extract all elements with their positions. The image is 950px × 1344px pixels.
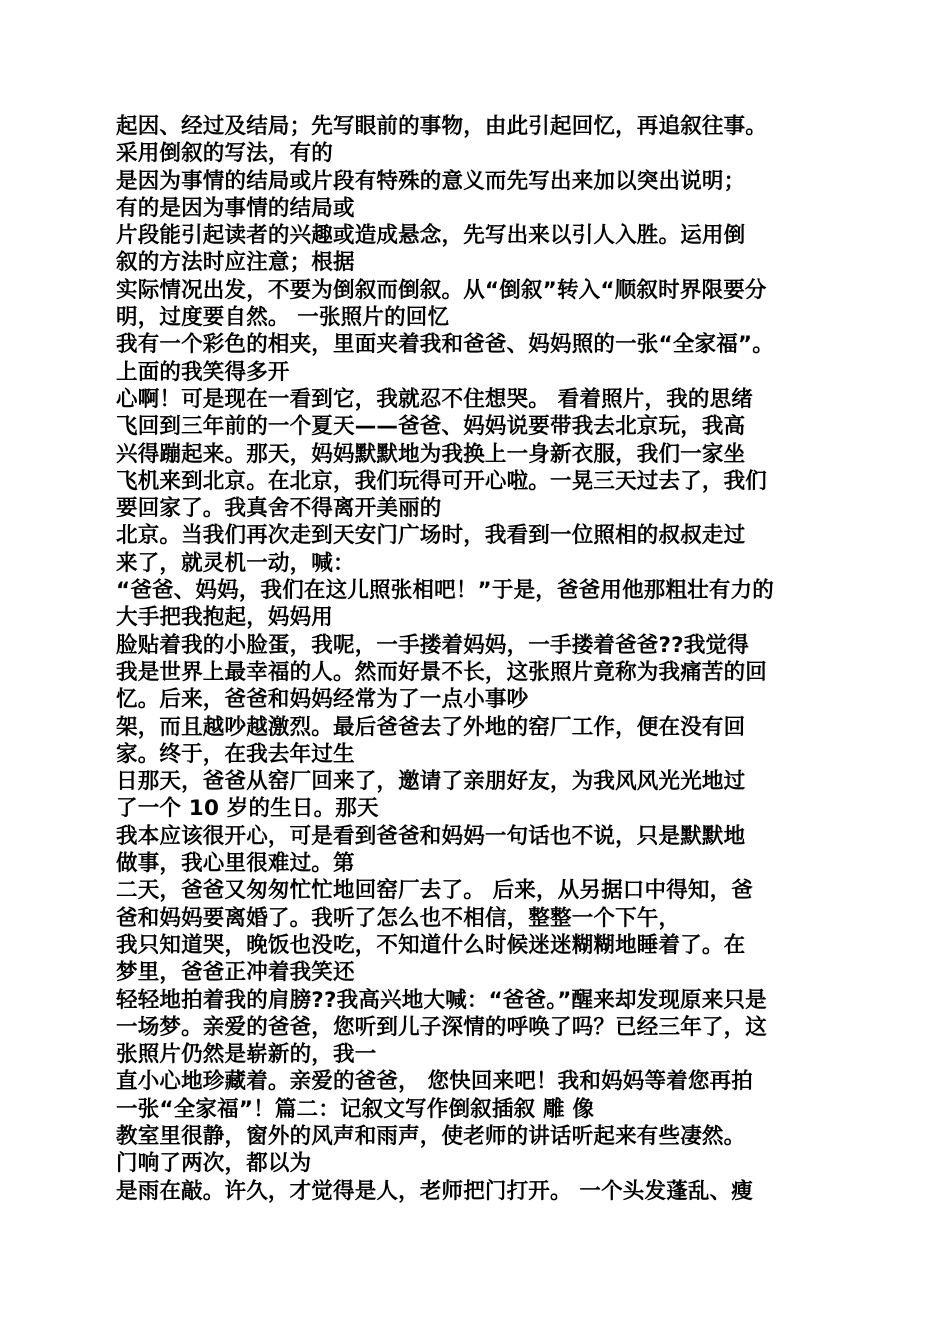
text-line: 片段能引起读者的兴趣或造成悬念，先写出来以引人入胜。运用倒 [116, 223, 746, 249]
text-line: 北京。当我们再次走到天安门广场时，我看到一位照相的叔叔走过 [116, 523, 746, 549]
text-line: 起因、经过及结局；先写眼前的事物，由此引起回忆，再追叙往事。 [116, 114, 768, 139]
text-line: 采用倒叙的写法，有的 [116, 141, 334, 167]
text-line: 大手把我抱起，妈妈用 [116, 605, 334, 631]
text-line: 门响了两次，都以为 [116, 1151, 312, 1177]
text-line: 了一个 10 岁的生日。那天 [116, 796, 379, 822]
text-line: 是雨在敲。许久，才觉得是人，老师把门打开。 一个头发蓬乱、瘦 [116, 1178, 753, 1204]
text-line: “爸爸、妈妈，我们在这儿照张相吧！”于是，爸爸用他那粗壮有力的 [116, 578, 774, 604]
text-line: 明，过度要自然。 一张照片的回忆 [116, 305, 450, 331]
text-line: 心啊！可是现在一看到它，我就忍不住想哭。 看着照片，我的思绪 [116, 386, 753, 412]
document-body [116, 113, 840, 1205]
text-line: 脸贴着我的小脸蛋，我呢，一手搂着妈妈，一手搂着爸爸??我觉得 [116, 632, 749, 658]
text-line: 我有一个彩色的相夹，里面夹着我和爸爸、妈妈照的一张“全家福”。 [116, 332, 774, 358]
text-line: 爸和妈妈要离婚了。我听了怎么也不相信，整整一个下午， [116, 905, 681, 931]
text-line: 架，而且越吵越激烈。最后爸爸去了外地的窑厂工作，便在没有回 [116, 714, 746, 740]
text-line: 二天，爸爸又匆匆忙忙地回窑厂去了。 后来，从另据口中得知，爸 [116, 878, 753, 904]
text-line: 上面的我笑得多开 [116, 359, 290, 385]
text-line: 做事，我心里很难过。第 [116, 851, 355, 877]
text-line: 忆。后来，爸爸和妈妈经常为了一点小事吵 [116, 687, 529, 713]
text-line: 是因为事情的结局或片段有特殊的意义而先写出来加以突出说明； [116, 168, 746, 194]
text-line: 我本应该很开心，可是看到爸爸和妈妈一句话也不说，只是默默地 [116, 823, 746, 849]
text-line: 飞机来到北京。在北京，我们玩得可开心啦。一晃三天过去了，我们 [116, 468, 768, 494]
text-line: 我只知道哭，晚饭也没吃，不知道什么时候迷迷糊糊地睡着了。在 [116, 932, 746, 958]
text-line: 一场梦。亲爱的爸爸，您听到儿子深情的呼唤了吗？已经三年了，这 [116, 1014, 768, 1040]
text-line: 来了，就灵机一动，喊： [116, 550, 355, 576]
text-line: 有的是因为事情的结局或 [116, 195, 355, 221]
text-line: 一张“全家福”！篇二：记叙文写作倒叙插叙 雕 像 [116, 1096, 595, 1122]
text-line: 梦里，爸爸正冲着我笑还 [116, 960, 355, 986]
text-line: 轻轻地拍着我的肩膀??我高兴地大喊：“爸爸。”醒来却发现原来只是 [116, 987, 767, 1013]
text-line: 叙的方法时应注意；根据 [116, 250, 355, 276]
text-line: 实际情况出发，不要为倒叙而倒叙。从“倒叙”转入“顺叙时界限要分 [116, 277, 767, 303]
text-line: 直小心地珍藏着。亲爱的爸爸， 您快回来吧！我和妈妈等着您再拍 [116, 1069, 753, 1095]
text-line: 要回家了。我真舍不得离开美丽的 [116, 496, 442, 522]
text-line: 飞回到三年前的一个夏天——爸爸、妈妈说要带我去北京玩，我高 [116, 414, 746, 440]
text-line: 我是世界上最幸福的人。然而好景不长，这张照片竟称为我痛苦的回 [116, 659, 768, 685]
text-line: 家。终于，在我去年过生 [116, 741, 355, 767]
text-line: 教室里很静，窗外的风声和雨声，使老师的讲话听起来有些凄然。 [116, 1123, 746, 1149]
text-line: 兴得蹦起来。那天，妈妈默默地为我换上一身新衣服，我们一家坐 [116, 441, 746, 467]
text-line: 日那天，爸爸从窑厂回来了，邀请了亲朋好友，为我风风光光地过 [116, 769, 746, 795]
text-line: 张照片仍然是崭新的，我一 [116, 1042, 377, 1068]
